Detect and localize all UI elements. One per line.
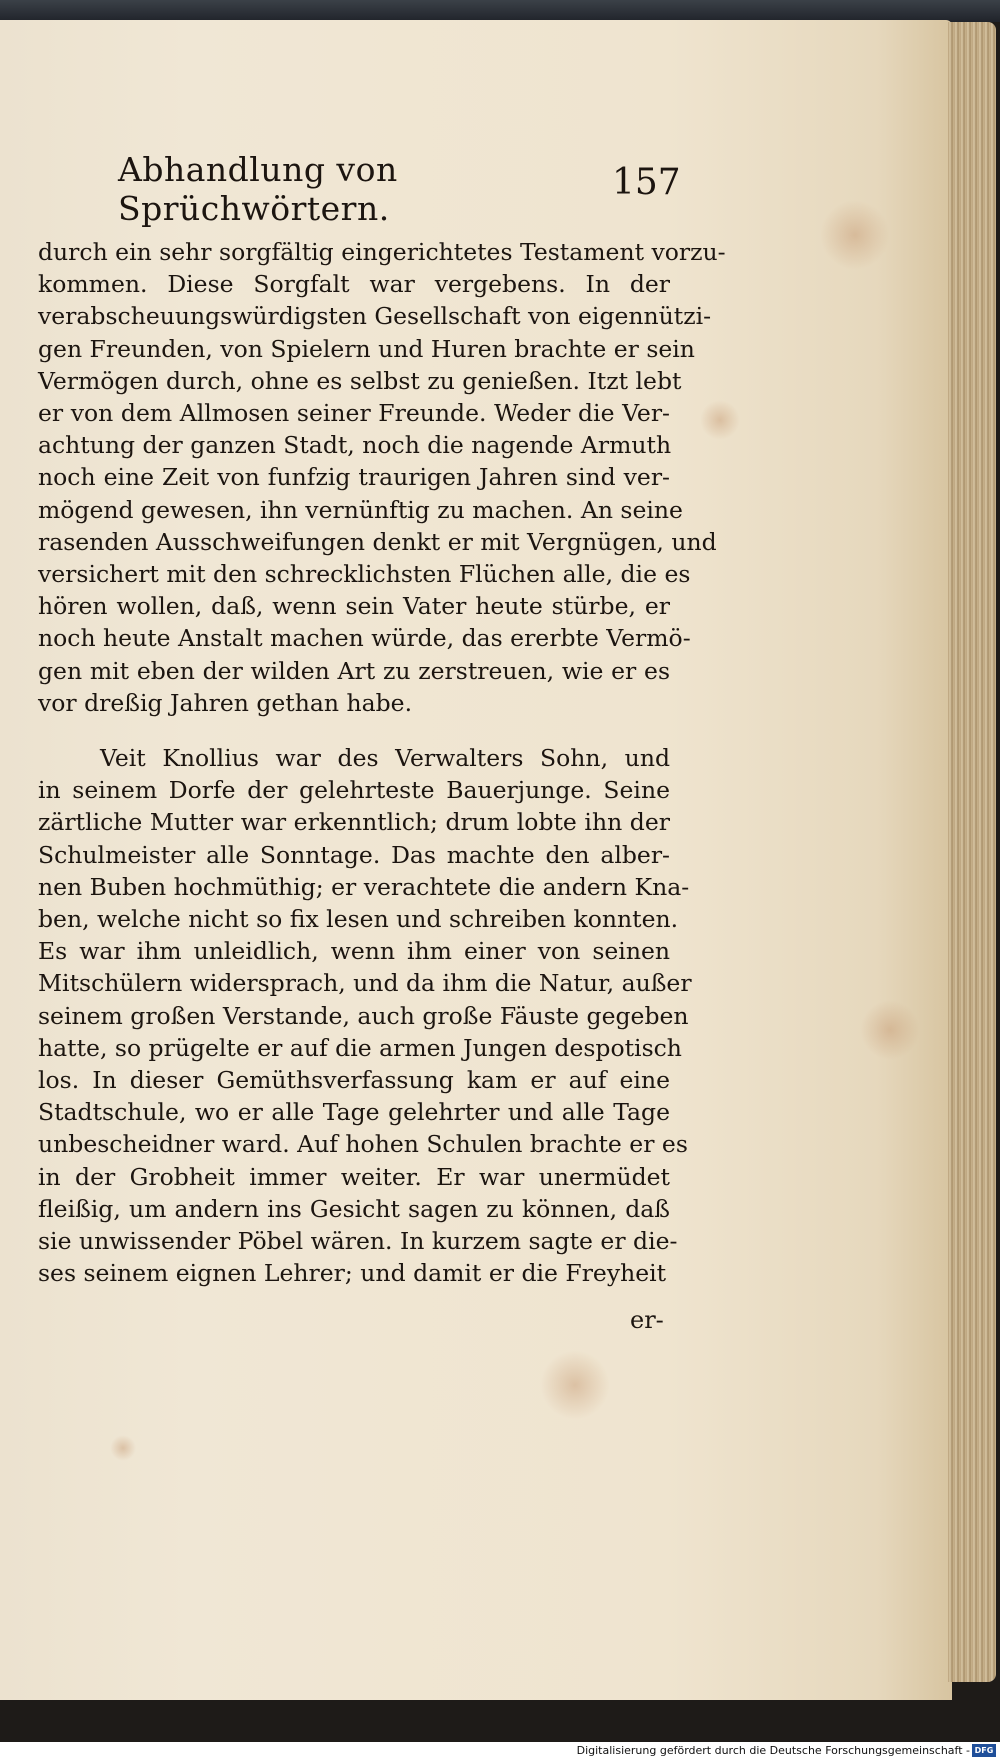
text-line: zärtliche Mutter war erkenntlich; drum lobte ihn der [38,808,670,837]
book-cover-edge [0,0,1000,22]
text-line: ses seinem eignen Lehrer; und damit er die Freyheit [38,1259,667,1288]
text-line: sie unwissender Pöbel wären. In kurzem sagte er die- [38,1227,678,1256]
footer-credit: Digitalisierung gefördert durch die Deutsche Forschungsgemeinschaft - [576,1744,970,1757]
text-line: in seinem Dorfe der gelehrteste Bauerjunge. Seine [38,776,670,805]
dfg-logo: DFG [972,1744,996,1757]
text-line: nen Buben hochmüthig; er verachtete die andern Kna- [38,872,690,901]
foxing-spot [110,1435,136,1461]
page-number: 157 [612,162,681,203]
page-edges [948,22,996,1682]
text-line: Es war ihm unleidlich, wenn ihm einer von seinen [38,937,670,966]
text-line: in der Grobheit immer weiter. Er war unermüdet [38,1162,670,1191]
text-line: unbescheidner ward. Auf hohen Schulen brachte er es [38,1130,688,1159]
text-line: rasenden Ausschweifungen denkt er mit Vergnügen, und [38,527,717,556]
foxing-spot [820,200,890,270]
paragraph-1 [38,236,726,719]
catchword: er- [630,1306,664,1334]
text-line: hören wollen, daß, wenn sein Vater heute stürbe, er [38,592,670,621]
foxing-spot [700,400,740,440]
text-line: los. In dieser Gemüthsverfassung kam er auf eine [38,1066,670,1095]
text-line: gen Freunden, von Spielern und Huren brachte er sein [38,334,695,363]
text-line: gen mit eben der wilden Art zu zerstreuen, wie er es [38,656,670,685]
text-line: seinem großen Verstande, auch große Fäuste gegeben [38,1001,689,1030]
text-line: Veit Knollius war des Verwalters Sohn, und [100,744,670,772]
text-line: Schulmeister alle Sonntage. Das machte den alber- [38,840,670,869]
text-line: hatte, so prügelte er auf die armen Jungen despotisch [38,1033,682,1062]
digitization-footer [0,1742,1000,1760]
text-line: fleißig, um andern ins Gesicht sagen zu können, daß [38,1194,670,1223]
text-line: kommen. Diese Sorgfalt war vergebens. In der [38,270,670,299]
text-line: ben, welche nicht so fix lesen und schreiben konnten. [38,905,679,934]
text-line: Vermögen durch, ohne es selbst zu genießen. Itzt lebt [38,366,682,395]
text-line: achtung der ganzen Stadt, noch die nagende Armuth [38,431,672,460]
text-line: verabscheuungswürdigsten Gesellschaft von eigennützi- [38,302,712,331]
running-header: Abhandlung von Sprüchwörtern. [118,150,398,228]
text-line: mögend gewesen, ihn vernünftig zu machen. An seine [38,495,683,524]
text-line: Mitschülern widersprach, und da ihm die Natur, außer [38,969,692,998]
foxing-spot [540,1350,610,1420]
text-line: er von dem Allmosen seiner Freunde. Weder die Ver- [38,399,670,428]
text-line: Stadtschule, wo er alle Tage gelehrter und alle Tage [38,1098,670,1127]
text-line: noch heute Anstalt machen würde, das ererbte Vermö- [38,624,691,653]
text-line: vor dreßig Jahren gethan habe. [38,688,413,717]
foxing-spot [860,1000,920,1060]
text-line: versichert mit den schrecklichsten Flüchen alle, die es [38,560,691,589]
text-line: durch ein sehr sorgfältig eingerichtetes Testament vorzu- [38,238,726,266]
paragraph-2 [38,742,692,1289]
text-line: noch eine Zeit von funfzig traurigen Jahren sind ver- [38,463,670,492]
